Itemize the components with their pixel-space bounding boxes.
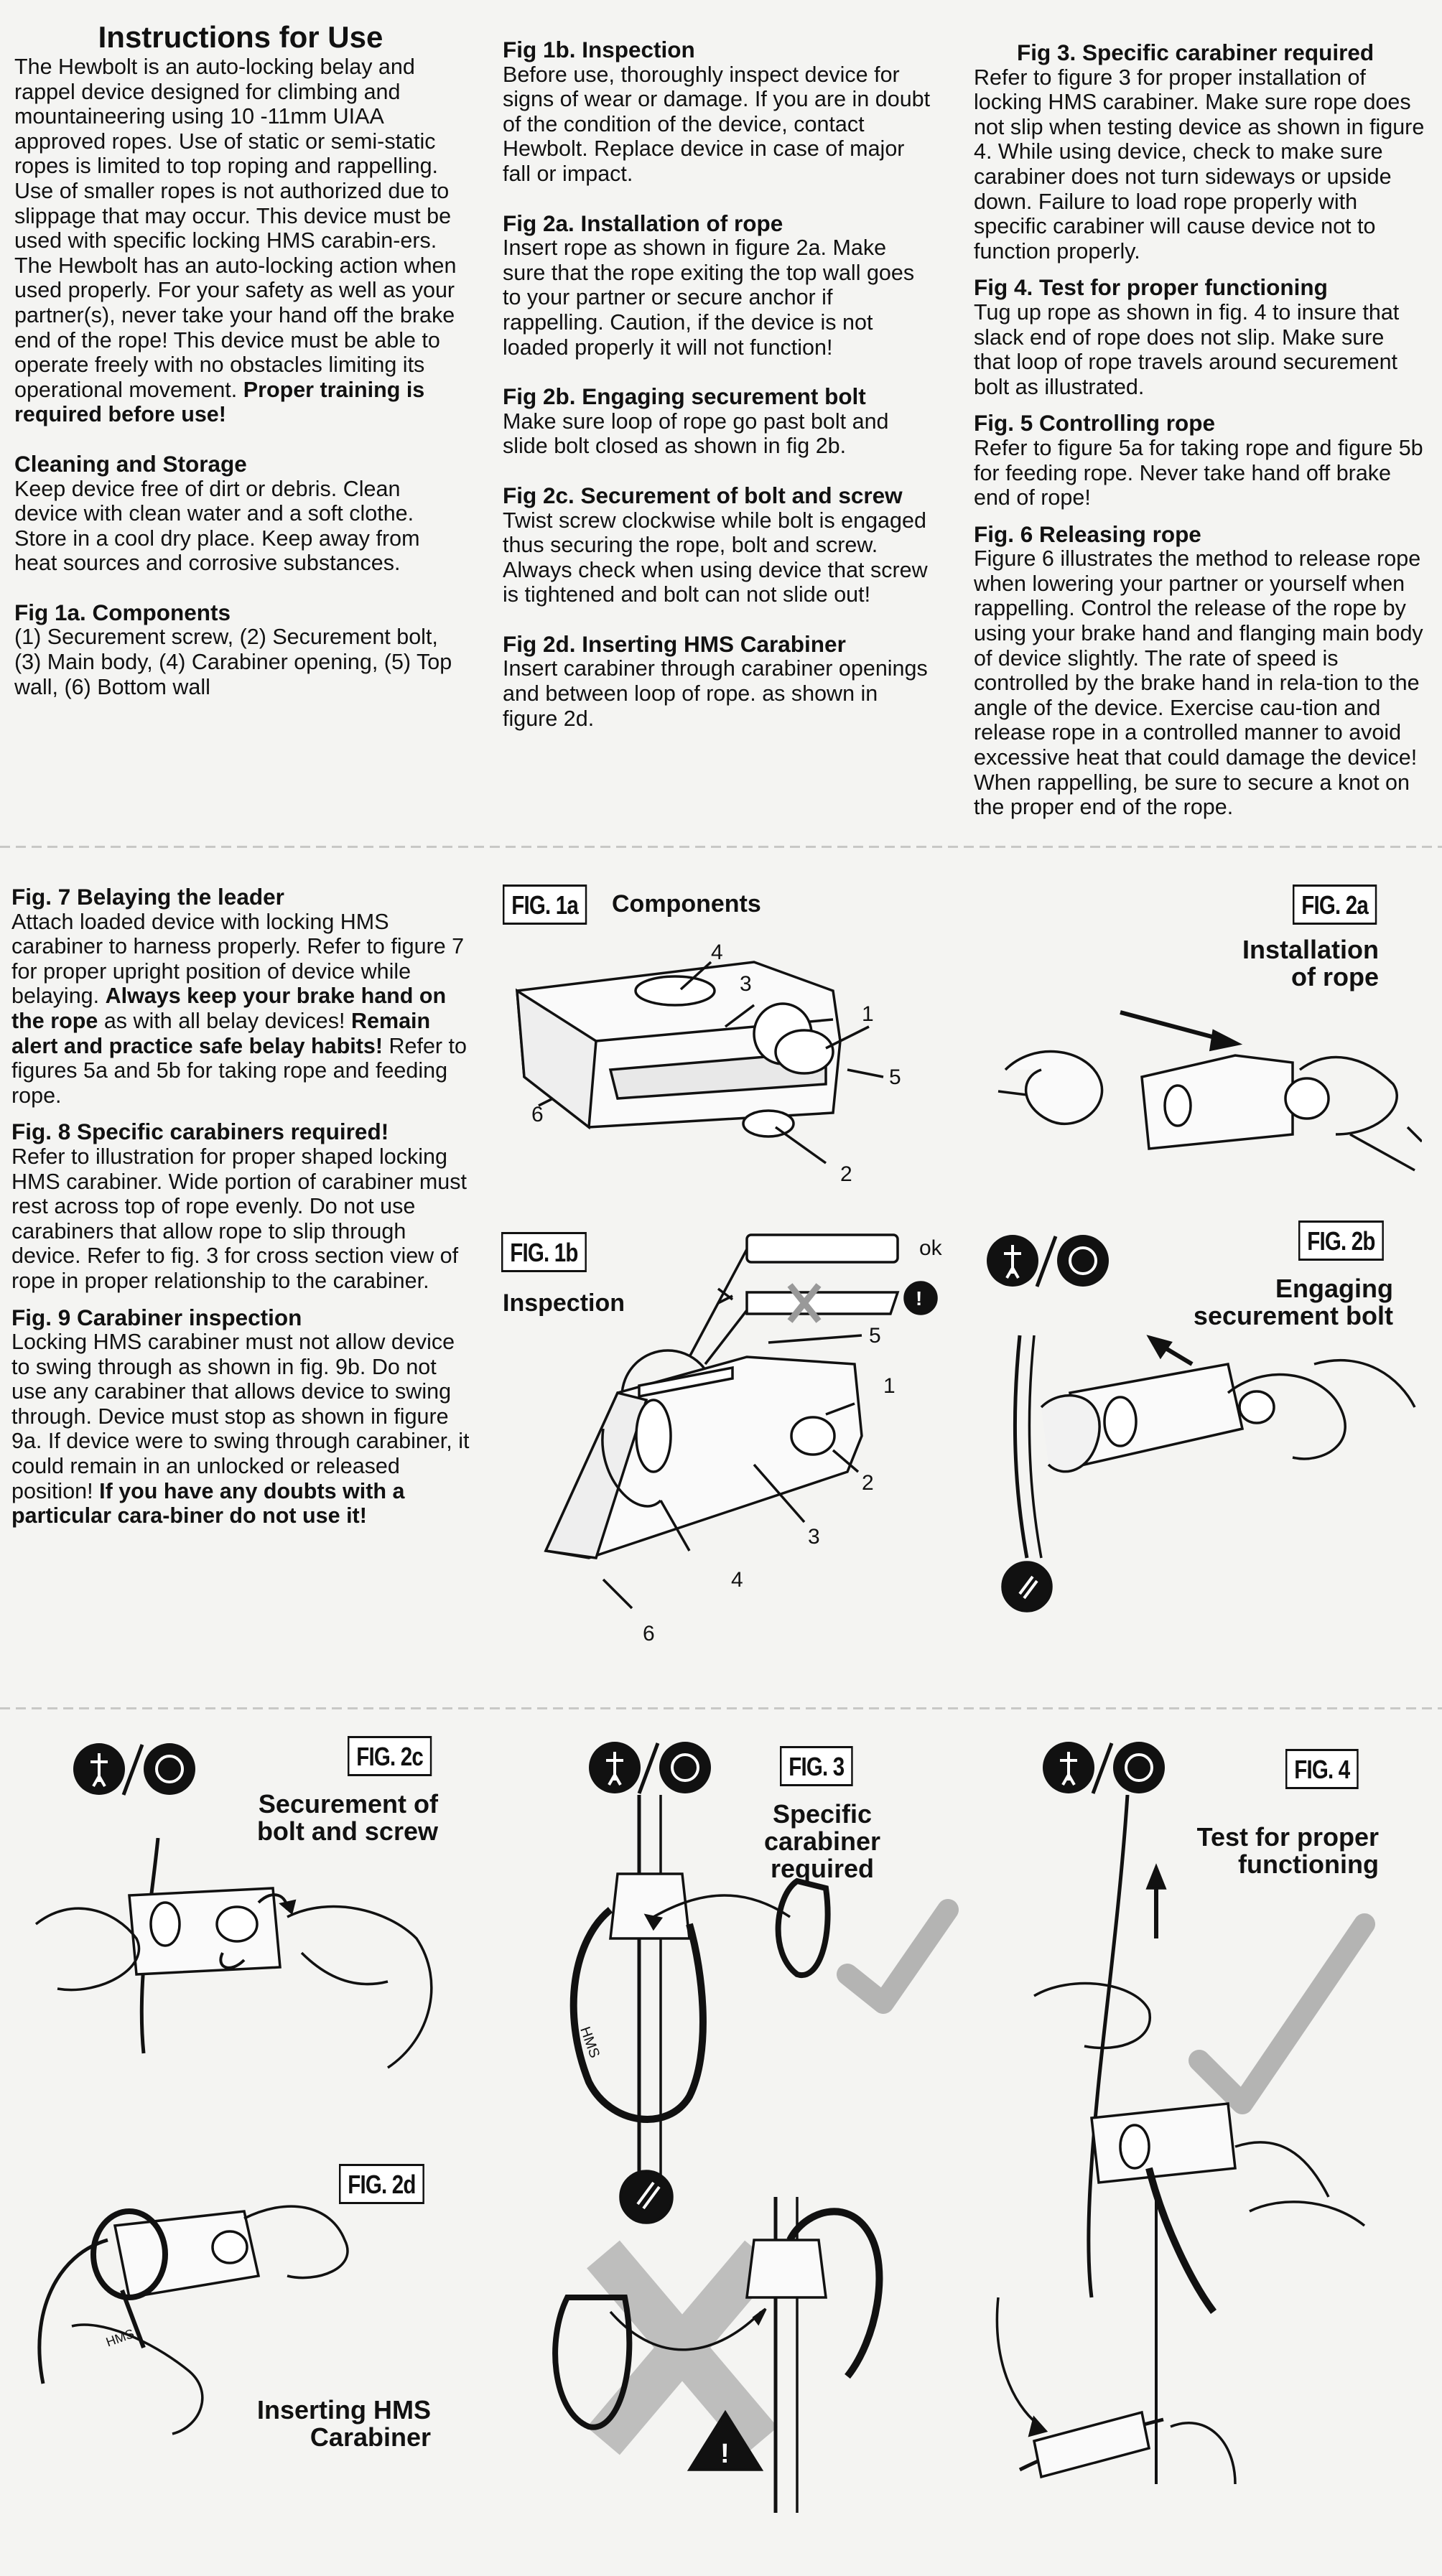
brake-hand-icon xyxy=(620,2171,672,2223)
fig2c-text: Twist screw clockwise while bolt is engaged thus securing the rope, bolt and screw. Always check when using device that screw is tightened and bolt can not slide out! xyxy=(503,508,928,607)
fig8-text: Refer to illustration for proper shaped locking HMS carabiner. Wide portion of carabiner must rest across top of rope evenly. Do not use carabiners that allow rope to slip through device. Refer to fig. 3 for cross section view of rope in proper relationship to the carabiner. xyxy=(11,1144,467,1293)
fig1b-num-1: 1 xyxy=(883,1374,896,1398)
pull-up-arrow-icon xyxy=(1148,1867,1165,1888)
col-general xyxy=(14,20,467,699)
col-belaying xyxy=(11,885,471,1529)
fold-line-1 xyxy=(0,846,1442,848)
fig8-heading: Fig. 8 Specific carabiners required! xyxy=(11,1119,389,1145)
fig1a-num-4: 4 xyxy=(711,941,723,964)
fig4-label: FIG. 4 xyxy=(1285,1749,1359,1789)
fig4-title: Test for proper functioning xyxy=(1196,1822,1379,1879)
fig1b-num-4: 4 xyxy=(731,1568,743,1592)
fig7-heading: Fig. 7 Belaying the leader xyxy=(11,884,284,910)
fig9-text: Locking HMS carabiner must not allow device to swing through as shown in fig. 9b. Do not use any carabiner that allows device to swing through. Device must stop as shown in figure 9a. If device were to swing through carabiner, it could remain in an unlocked or released position! If you have any doubts with a particular cara-biner do not use it! xyxy=(11,1330,470,1529)
fig3-text: Refer to figure 3 for proper installation of locking HMS carabiner. Make sure rope does not slip when testing device as shown in figure 4. While using device, check to make sure carabiner does not turn sideways or upside down. Failure to load rope properly with specific carabiner will cause device not to function properly. xyxy=(974,65,1425,263)
fig1a-heading: Fig 1a. Components xyxy=(14,599,231,625)
fig3-title: Specific carabiner required xyxy=(763,1799,881,1883)
svg-text:!: ! xyxy=(720,2439,730,2469)
fig4-text: Tug up rope as shown in fig. 4 to insure that slack end of rope does not slip. Make sure that loop of rope travels around securement bolt as illustrated. xyxy=(974,299,1400,399)
fig9-heading: Fig. 9 Carabiner inspection xyxy=(11,1304,302,1330)
check-icon xyxy=(847,1910,948,2003)
fig1b-num-5: 5 xyxy=(869,1324,881,1348)
fig2d-title: Inserting HMS Carabiner xyxy=(256,2395,431,2452)
fig5-heading: Fig. 5 Controlling rope xyxy=(974,410,1215,437)
fig2c-title: Securement of bolt and screw xyxy=(256,1789,438,1846)
training-warning: Proper training is required before use! xyxy=(14,377,425,427)
cleaning-heading: Cleaning and Storage xyxy=(14,450,247,477)
fold-line-2 xyxy=(0,1707,1442,1709)
fig2c-climber-icons xyxy=(72,1740,201,1798)
fig3-carabiner-illustration xyxy=(546,1795,962,2513)
fig1b-title: Inspection xyxy=(503,1289,625,1317)
fig2b-title: Engaging securement bolt xyxy=(1193,1274,1393,1330)
fig3-hms-label: HMS xyxy=(577,2025,603,2061)
fig2c-label: FIG. 2c xyxy=(348,1736,432,1776)
svg-text:!: ! xyxy=(916,1287,923,1310)
fig2b-securement-bolt-illustration xyxy=(991,1321,1422,1623)
rappel-icon xyxy=(1113,1742,1165,1793)
fig1a-num-6: 6 xyxy=(531,1103,544,1126)
fig1b-inspection-illustration xyxy=(517,1221,977,1651)
fig2b-label: FIG. 2b xyxy=(1298,1221,1384,1261)
fig1a-label: FIG. 1a xyxy=(503,885,587,925)
fig2d-hms-label: HMS xyxy=(103,2326,136,2350)
intro-text: The Hewbolt is an auto-locking belay and rappel device designed for climbing and mountaineering using 10 -11mm UIAA approved ropes. Use of static or semi-static ropes is limited to top roping and rappelling. Use of smaller ropes is not authorized due to slippage that may occur. This device must be used with specific locking HMS carabin-ers. xyxy=(14,55,452,253)
fig2d-heading: Fig 2d. Inserting HMS Carabiner xyxy=(503,630,846,657)
fig1a-components-illustration xyxy=(496,933,941,1221)
rappel-icon xyxy=(1057,1235,1109,1287)
fig5-text: Refer to figure 5a for taking rope and figure 5b for feeding rope. Never take hand off brake end of rope! xyxy=(974,435,1423,510)
fig1a-num-2: 2 xyxy=(840,1162,852,1186)
rappel-icon xyxy=(144,1743,195,1795)
fig4-heading: Fig 4. Test for proper functioning xyxy=(974,274,1328,301)
fig2a-rope-installation-illustration xyxy=(991,991,1422,1177)
fig1b-ok-label: ok xyxy=(919,1236,942,1260)
fig2d-text: Insert carabiner through carabiner openings and between loop of rope. as shown in figure 2d. xyxy=(503,656,928,731)
fig2a-text: Insert rope as shown in figure 2a. Make sure that the rope exiting the top wall goes to your partner or secure anchor if rappelling. Caution, if the device is not loaded properly it will not function! xyxy=(503,235,915,360)
fig1a-num-3: 3 xyxy=(740,972,752,996)
fig6-text: Figure 6 illustrates the method to release rope when lowering your partner or yourself when rappelling. Control the release of the rope by using your brake hand and flanging main body of device slightly. The rate of speed is controlled by the brake hand in rela-tion to the angle of the device. Exercise cau-tion and release rope in a controlled manner to avoid excessive heat that could damage the device! When rappelling, be sure to secure a knot on the proper end of the rope. xyxy=(974,546,1423,820)
fig1b-text: Before use, thoroughly inspect device for signs of wear or damage. If you are in doubt of the condition of the device, contact Hewbolt. Replace device in case of major fall or impact. xyxy=(503,62,931,186)
fig4-climber-icons xyxy=(1041,1739,1171,1796)
fig2b-text: Make sure loop of rope go past bolt and slide bolt closed as shown in fig 2b. xyxy=(503,409,889,459)
fig3-label: FIG. 3 xyxy=(780,1746,853,1786)
fig2a-heading: Fig 2a. Installation of rope xyxy=(503,210,783,236)
check-icon xyxy=(1199,1924,1364,2104)
fig1b-num-3: 3 xyxy=(808,1525,820,1549)
fig4-function-test-illustration xyxy=(991,1795,1422,2513)
fig1b-label: FIG. 1b xyxy=(501,1232,587,1272)
fig2a-title: Installation of rope xyxy=(1242,935,1379,991)
fig1a-num-5: 5 xyxy=(889,1065,901,1089)
rappel-icon xyxy=(659,1742,711,1793)
fig1a-num-1: 1 xyxy=(862,1002,874,1026)
fig1a-text: (1) Securement screw, (2) Securement bolt, (3) Main body, (4) Carabiner opening, (5) Top wall, (6) Bottom wall xyxy=(14,625,452,699)
fig1b-heading: Fig 1b. Inspection xyxy=(503,37,695,62)
fig3-climber-icons xyxy=(587,1739,717,1796)
cleaning-text: Keep device free of dirt or debris. Clean device with clean water and a soft clothe. Store in a cool dry place. Keep away from heat sources and corrosive substances. xyxy=(14,476,420,576)
fig1b-num-6: 6 xyxy=(643,1622,655,1646)
fig2d-label: FIG. 2d xyxy=(339,2164,424,2204)
fig7-text: Attach loaded device with locking HMS carabiner to harness properly. Refer to figure 7 for proper upright position of device while belaying. Always keep your brake hand on the rope as with all belay devices! Remain alert and practice safe belay habits! Refer to figures 5a and 5b for taking rope and feeding rope. xyxy=(11,909,467,1108)
fig2a-label: FIG. 2a xyxy=(1293,885,1377,925)
col-installation xyxy=(503,37,934,731)
fig3-heading: Fig 3. Specific carabiner required xyxy=(1017,39,1374,65)
fig1b-num-2: 2 xyxy=(862,1471,874,1495)
fig2c-securement-illustration xyxy=(14,1838,460,2111)
page-title: Instructions for Use xyxy=(98,20,383,54)
fig6-heading: Fig. 6 Releasing rope xyxy=(974,521,1201,547)
fig2c-heading: Fig 2c. Securement of bolt and screw xyxy=(503,482,903,508)
fig2b-heading: Fig 2b. Engaging securement bolt xyxy=(503,383,866,410)
col-usage xyxy=(974,40,1426,820)
fig2b-climber-icons xyxy=(985,1232,1115,1289)
fig1a-title: Components xyxy=(612,890,761,918)
autolock-text: The Hewbolt has an auto-locking action when used properly. For your safety as well as your partner(s), never take your hand off the brake end of the rope! This device must be able to operate freely with no obstacles limiting its operational movement. Proper training is required before use! xyxy=(14,253,457,427)
